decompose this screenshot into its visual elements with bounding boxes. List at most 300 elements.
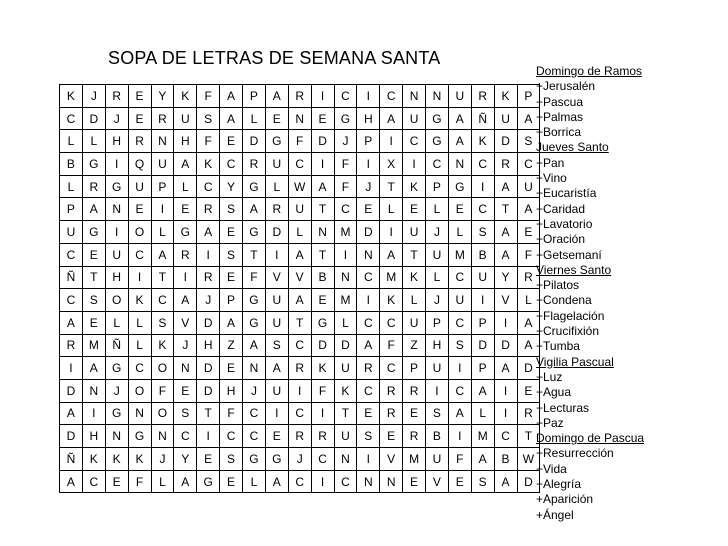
grid-cell: N (105, 198, 128, 221)
grid-cell: U (265, 379, 288, 402)
grid-row (60, 198, 540, 221)
grid-cell: E (128, 107, 151, 130)
word-item: +Palmas (536, 109, 584, 124)
word-item: +Ángel (536, 507, 574, 522)
grid-cell: L (471, 402, 494, 425)
grid-cell: V (288, 266, 311, 289)
word-item: +Oración (536, 232, 586, 247)
grid-cell: J (105, 379, 128, 402)
grid-cell: M (334, 221, 357, 244)
grid-cell: E (220, 470, 243, 493)
word-group-heading: Domingo de Ramos (536, 64, 643, 78)
grid-cell: E (311, 107, 334, 130)
grid-cell: A (471, 379, 494, 402)
grid-cell: A (448, 130, 471, 153)
grid-cell: P (151, 175, 174, 198)
grid-cell: F (128, 470, 151, 493)
grid-cell: E (220, 221, 243, 244)
grid-cell: G (265, 130, 288, 153)
grid-cell: C (403, 130, 426, 153)
grid-cell: P (403, 357, 426, 380)
grid-cell: S (220, 198, 243, 221)
grid-cell: I (380, 130, 403, 153)
word-item: +Resurrección (536, 446, 614, 461)
grid-cell: K (471, 130, 494, 153)
grid-cell: G (448, 175, 471, 198)
grid-cell: U (265, 311, 288, 334)
grid-cell: G (197, 470, 220, 493)
grid-cell: D (471, 334, 494, 357)
grid-cell: A (288, 243, 311, 266)
grid-cell: A (380, 243, 403, 266)
grid-cell: H (197, 334, 220, 357)
grid-cell: H (426, 334, 449, 357)
grid-cell: K (380, 289, 403, 312)
grid-cell: J (357, 175, 380, 198)
grid-row (60, 311, 540, 334)
grid-cell: R (471, 85, 494, 108)
grid-cell: A (220, 85, 243, 108)
grid-cell: C (311, 448, 334, 471)
grid-cell: A (517, 107, 540, 130)
grid-cell: C (288, 402, 311, 425)
grid-cell: C (243, 402, 266, 425)
grid-cell: D (311, 130, 334, 153)
grid-cell: A (197, 221, 220, 244)
grid-cell: C (60, 107, 83, 130)
grid-cell: B (494, 448, 517, 471)
grid-cell: F (334, 153, 357, 176)
grid-cell: N (243, 357, 266, 380)
grid-cell: U (265, 289, 288, 312)
grid-cell: C (426, 153, 449, 176)
grid-cell: A (82, 357, 105, 380)
grid-cell: E (220, 266, 243, 289)
word-item: +Vino (536, 171, 567, 186)
grid-cell: I (448, 357, 471, 380)
word-item: +Alegría (536, 477, 582, 492)
grid-cell: R (105, 85, 128, 108)
grid-cell: K (105, 448, 128, 471)
grid-cell: E (128, 85, 151, 108)
word-item: +Flagelación (536, 308, 605, 323)
grid-cell: A (311, 175, 334, 198)
grid-cell: C (517, 153, 540, 176)
grid-cell: J (197, 289, 220, 312)
word-item: +Condena (536, 293, 592, 308)
grid-cell: U (403, 311, 426, 334)
word-item: +Pilatos (536, 278, 580, 293)
grid-cell: D (197, 311, 220, 334)
grid-cell: A (265, 85, 288, 108)
grid-cell: Z (403, 334, 426, 357)
grid-cell: U (334, 425, 357, 448)
grid-cell: K (403, 266, 426, 289)
grid-cell: A (151, 243, 174, 266)
grid-cell: L (403, 289, 426, 312)
grid-cell: A (517, 198, 540, 221)
grid-cell: C (380, 311, 403, 334)
grid-cell: P (243, 85, 266, 108)
grid-cell: H (174, 130, 197, 153)
grid-cell: C (243, 425, 266, 448)
grid-cell: U (426, 243, 449, 266)
grid-cell: R (197, 266, 220, 289)
grid-cell: L (243, 107, 266, 130)
letter-grid-body (60, 85, 540, 493)
grid-cell: N (357, 243, 380, 266)
grid-cell: A (243, 334, 266, 357)
grid-cell: U (471, 266, 494, 289)
word-item: +Crucifixión (536, 324, 600, 339)
grid-cell: K (82, 448, 105, 471)
grid-cell: A (60, 311, 83, 334)
grid-cell: G (243, 175, 266, 198)
grid-cell: U (265, 153, 288, 176)
grid-cell: I (357, 153, 380, 176)
grid-cell: G (105, 175, 128, 198)
grid-cell: K (494, 85, 517, 108)
grid-cell: D (60, 379, 83, 402)
grid-cell: A (448, 402, 471, 425)
grid-cell: E (265, 425, 288, 448)
grid-cell: B (471, 243, 494, 266)
grid-cell: E (380, 425, 403, 448)
grid-cell: N (82, 379, 105, 402)
grid-cell: G (105, 357, 128, 380)
grid-cell: F (197, 85, 220, 108)
word-item: +Caridad (536, 201, 586, 216)
grid-cell: T (311, 243, 334, 266)
grid-cell: S (220, 243, 243, 266)
word-item: +Agua (536, 385, 572, 400)
grid-cell: S (265, 334, 288, 357)
grid-row (60, 221, 540, 244)
grid-cell: T (288, 311, 311, 334)
grid-cell: E (265, 107, 288, 130)
grid-cell: C (448, 266, 471, 289)
grid-cell: R (517, 266, 540, 289)
grid-cell: Z (220, 334, 243, 357)
grid-cell: I (311, 470, 334, 493)
grid-cell: R (288, 425, 311, 448)
grid-cell: C (288, 334, 311, 357)
grid-row (60, 448, 540, 471)
grid-cell: T (82, 266, 105, 289)
grid-cell: O (128, 379, 151, 402)
grid-cell: E (357, 198, 380, 221)
grid-cell: G (426, 107, 449, 130)
grid-cell: E (174, 198, 197, 221)
grid-cell: I (448, 425, 471, 448)
grid-row (60, 425, 540, 448)
grid-cell: H (82, 425, 105, 448)
grid-cell: T (517, 425, 540, 448)
grid-cell: R (197, 198, 220, 221)
grid-cell: G (82, 221, 105, 244)
grid-cell: K (197, 153, 220, 176)
grid-cell: I (494, 379, 517, 402)
grid-cell: E (403, 198, 426, 221)
grid-cell: S (517, 130, 540, 153)
grid-cell: F (288, 130, 311, 153)
grid-cell: N (334, 266, 357, 289)
grid-cell: J (82, 85, 105, 108)
grid-cell: R (494, 153, 517, 176)
grid-cell: A (357, 334, 380, 357)
grid-cell: I (174, 266, 197, 289)
grid-cell: A (380, 107, 403, 130)
grid-cell: T (380, 175, 403, 198)
grid-cell: P (517, 85, 540, 108)
grid-cell: K (403, 175, 426, 198)
grid-cell: L (128, 334, 151, 357)
word-item: +Pascua (536, 94, 584, 109)
grid-cell: G (243, 311, 266, 334)
grid-cell: A (60, 402, 83, 425)
grid-cell: L (288, 221, 311, 244)
page-title: SOPA DE LETRAS DE SEMANA SANTA (108, 48, 441, 68)
grid-cell: E (448, 470, 471, 493)
grid-cell: T (494, 198, 517, 221)
grid-cell: W (517, 448, 540, 471)
grid-cell: G (426, 130, 449, 153)
grid-cell: I (151, 198, 174, 221)
grid-cell: J (151, 448, 174, 471)
grid-cell: D (517, 357, 540, 380)
grid-cell: A (471, 448, 494, 471)
grid-cell: D (265, 221, 288, 244)
grid-cell: K (174, 85, 197, 108)
grid-cell: Ñ (60, 448, 83, 471)
grid-cell: R (174, 243, 197, 266)
grid-cell: U (517, 175, 540, 198)
grid-cell: N (151, 130, 174, 153)
letter-grid (59, 84, 540, 493)
grid-cell: R (357, 357, 380, 380)
grid-cell: P (471, 357, 494, 380)
grid-cell: L (243, 470, 266, 493)
grid-cell: I (197, 243, 220, 266)
grid-cell: F (380, 334, 403, 357)
grid-cell: N (380, 470, 403, 493)
word-item: +Tumba (536, 339, 580, 354)
word-group-heading: Domingo de Pascua (536, 431, 645, 446)
grid-cell: S (174, 402, 197, 425)
grid-cell: A (448, 107, 471, 130)
grid-cell: B (311, 266, 334, 289)
grid-cell: C (380, 357, 403, 380)
grid-cell: I (265, 402, 288, 425)
grid-cell: F (197, 130, 220, 153)
grid-row (60, 130, 540, 153)
grid-cell: D (517, 470, 540, 493)
grid-cell: E (82, 243, 105, 266)
grid-row (60, 107, 540, 130)
grid-cell: E (220, 130, 243, 153)
grid-cell: A (220, 107, 243, 130)
grid-cell: A (517, 334, 540, 357)
grid-cell: I (494, 311, 517, 334)
grid-cell: R (311, 425, 334, 448)
grid-cell: T (334, 402, 357, 425)
grid-cell: N (448, 153, 471, 176)
grid-cell: S (151, 311, 174, 334)
word-group-heading: Jueves Santo (536, 140, 609, 155)
grid-cell: P (357, 130, 380, 153)
word-item: +Eucaristía (536, 186, 597, 201)
grid-cell: R (243, 153, 266, 176)
grid-cell: C (334, 470, 357, 493)
grid-cell: M (403, 448, 426, 471)
grid-cell: J (243, 379, 266, 402)
grid-cell: E (448, 198, 471, 221)
grid-cell: E (174, 379, 197, 402)
grid-cell: L (265, 175, 288, 198)
grid-cell: N (128, 402, 151, 425)
grid-cell: C (288, 470, 311, 493)
grid-cell: M (334, 289, 357, 312)
grid-cell: C (197, 175, 220, 198)
grid-cell: N (174, 357, 197, 380)
grid-cell: F (448, 448, 471, 471)
grid-cell: V (494, 289, 517, 312)
grid-cell: U (128, 175, 151, 198)
grid-cell: L (128, 311, 151, 334)
grid-cell: C (357, 266, 380, 289)
grid-cell: R (380, 402, 403, 425)
grid-cell: U (105, 243, 128, 266)
grid-cell: A (174, 153, 197, 176)
grid-cell: L (82, 130, 105, 153)
grid-cell: N (288, 107, 311, 130)
grid-cell: Ñ (471, 107, 494, 130)
grid-cell: I (471, 289, 494, 312)
grid-cell: W (288, 175, 311, 198)
grid-cell: U (426, 448, 449, 471)
grid-row (60, 266, 540, 289)
word-group-heading: Viernes Santo (536, 262, 612, 277)
grid-cell: R (517, 402, 540, 425)
word-item: +Lavatorio (536, 216, 593, 231)
grid-row (60, 175, 540, 198)
grid-cell: P (471, 311, 494, 334)
grid-row (60, 470, 540, 493)
grid-cell: L (151, 470, 174, 493)
grid-cell: R (82, 175, 105, 198)
grid-cell: C (220, 425, 243, 448)
grid-cell: L (60, 175, 83, 198)
grid-cell: E (197, 448, 220, 471)
grid-cell: F (311, 379, 334, 402)
grid-cell: K (128, 289, 151, 312)
grid-cell: L (426, 266, 449, 289)
grid-cell: H (357, 107, 380, 130)
grid-cell: G (128, 425, 151, 448)
word-group-heading: Vigilia Pascual (536, 354, 614, 369)
grid-cell: U (494, 107, 517, 130)
grid-cell: M (471, 425, 494, 448)
grid-cell: S (197, 107, 220, 130)
grid-cell: S (220, 448, 243, 471)
grid-cell: D (334, 334, 357, 357)
grid-cell: P (426, 175, 449, 198)
grid-cell: I (426, 379, 449, 402)
grid-cell: L (517, 289, 540, 312)
grid-cell: O (105, 289, 128, 312)
word-item: +Jerusalén (536, 79, 596, 94)
word-item: +Luz (536, 369, 563, 384)
grid-cell: R (288, 85, 311, 108)
grid-cell: K (151, 334, 174, 357)
grid-cell: C (380, 85, 403, 108)
grid-cell: G (243, 289, 266, 312)
grid-cell: N (357, 470, 380, 493)
grid-cell: C (494, 425, 517, 448)
grid-cell: E (128, 198, 151, 221)
grid-cell: O (151, 357, 174, 380)
grid-cell: A (517, 311, 540, 334)
grid-cell: O (151, 402, 174, 425)
grid-cell: U (174, 107, 197, 130)
grid-cell: A (494, 221, 517, 244)
grid-cell: M (448, 243, 471, 266)
word-item: +Getsemaní (536, 247, 602, 262)
grid-cell: B (60, 153, 83, 176)
grid-cell: C (60, 243, 83, 266)
grid-cell: D (311, 334, 334, 357)
grid-cell: P (60, 198, 83, 221)
grid-row (60, 357, 540, 380)
grid-cell: A (494, 175, 517, 198)
grid-cell: L (380, 198, 403, 221)
grid-cell: X (380, 153, 403, 176)
grid-cell: L (174, 175, 197, 198)
grid-cell: N (426, 85, 449, 108)
grid-cell: A (220, 311, 243, 334)
grid-cell: R (60, 334, 83, 357)
grid-cell: C (357, 311, 380, 334)
grid-cell: A (265, 357, 288, 380)
grid-cell: G (311, 311, 334, 334)
grid-cell: S (471, 470, 494, 493)
grid-cell: I (471, 175, 494, 198)
grid-cell: M (82, 334, 105, 357)
grid-cell: G (334, 107, 357, 130)
word-item: +Paz (536, 415, 564, 430)
grid-cell: J (334, 130, 357, 153)
grid-cell: D (357, 221, 380, 244)
grid-cell: D (494, 334, 517, 357)
grid-cell: I (357, 289, 380, 312)
grid-cell: B (426, 425, 449, 448)
grid-cell: T (151, 266, 174, 289)
grid-cell: M (380, 266, 403, 289)
grid-cell: K (128, 448, 151, 471)
grid-cell: I (288, 379, 311, 402)
grid-cell: D (494, 130, 517, 153)
grid-cell: F (243, 266, 266, 289)
grid-cell: U (448, 85, 471, 108)
grid-cell: U (403, 107, 426, 130)
grid-cell: E (105, 470, 128, 493)
grid-cell: C (288, 153, 311, 176)
grid-row (60, 243, 540, 266)
grid-cell: L (60, 130, 83, 153)
grid-cell: H (105, 130, 128, 153)
grid-cell: V (174, 311, 197, 334)
grid-cell: C (151, 289, 174, 312)
